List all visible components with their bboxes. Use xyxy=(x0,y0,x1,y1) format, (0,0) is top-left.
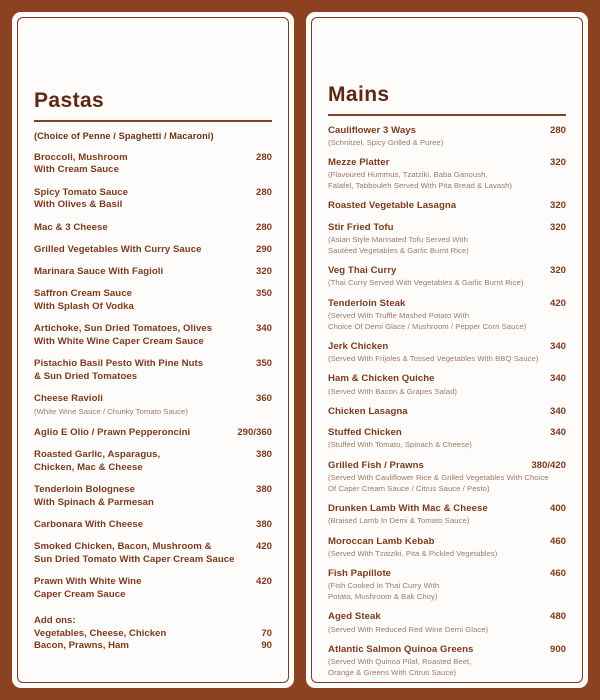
menu-item-price: 420 xyxy=(255,541,272,553)
menu-item xyxy=(34,358,272,384)
menu-item xyxy=(34,484,272,510)
menu-item-price: 420 xyxy=(255,576,272,588)
menu-item-description: (Thai Curry Served With Vegetables & Garlic Burnt Rice) xyxy=(328,278,524,288)
menu-item-price: 480 xyxy=(549,611,566,623)
menu-item xyxy=(34,541,272,567)
menu-item-name: Tenderloin Bolognese With Spinach & Parmesan xyxy=(34,484,154,508)
menu-item xyxy=(328,157,566,192)
menu-item-price: 320 xyxy=(549,200,566,212)
menu-item-row xyxy=(328,568,566,581)
addon-row xyxy=(34,640,272,653)
page-title-pastas: Pastas xyxy=(34,89,105,112)
menu-item-row xyxy=(34,541,272,567)
addon-price: 90 xyxy=(261,640,272,652)
menu-item-row xyxy=(328,406,566,419)
menu-item-row xyxy=(34,323,272,349)
title-divider xyxy=(328,114,566,116)
menu-item-row xyxy=(328,298,566,311)
menu-item xyxy=(34,152,272,178)
addons-label: Add ons: xyxy=(34,614,76,626)
menu-item-name: Mac & 3 Cheese xyxy=(34,221,108,233)
mains-content xyxy=(306,12,588,688)
menu-item xyxy=(34,222,272,235)
pastas-subtitle: (Choice of Penne / Spaghetti / Macaroni) xyxy=(34,130,214,141)
menu-item-description: (Schnitzel, Spicy Grilled & Puree) xyxy=(328,137,444,147)
menu-item xyxy=(328,125,566,149)
menu-item-price: 340 xyxy=(549,427,566,439)
menu-item xyxy=(328,460,566,495)
menu-item xyxy=(328,341,566,365)
menu-item xyxy=(328,200,566,213)
menu-item-price: 320 xyxy=(255,266,272,278)
menu-item xyxy=(34,427,272,440)
menu-item-row xyxy=(328,460,566,473)
menu-item-name: Stuffed Chicken xyxy=(328,427,402,439)
menu-item-price: 280 xyxy=(255,151,272,163)
menu-item xyxy=(34,288,272,314)
menu-item-price: 380 xyxy=(255,484,272,496)
menu-item-name: Cauliflower 3 Ways xyxy=(328,124,416,136)
menu-item-description: (Served With Frijoles & Tossed Vegetables With BBQ Sauce) xyxy=(328,354,539,364)
menu-item-price: 340 xyxy=(549,340,566,352)
menu-item-name: Broccoli, Mushroom With Cream Sauce xyxy=(34,151,128,176)
menu-item-row xyxy=(328,200,566,213)
mains-item-list xyxy=(328,125,566,679)
menu-item-price: 320 xyxy=(549,221,566,233)
menu-item-description: (Fish Cooked In Thai Curry With Potato, Mushroom & Bak Choy) xyxy=(328,581,440,602)
menu-item-name: Roasted Vegetable Lasagna xyxy=(328,200,457,212)
menu-item-name: Tenderloin Steak xyxy=(328,297,406,309)
menu-item-price: 420 xyxy=(549,297,566,309)
menu-item-description: (Served With Bacon & Grapes Salad) xyxy=(328,386,458,396)
menu-item xyxy=(34,393,272,417)
menu-panel-mains xyxy=(306,12,588,688)
menu-item-price: 460 xyxy=(549,568,566,580)
menu-item-name: Spicy Tomato Sauce With Olives & Basil xyxy=(34,186,129,211)
menu-item-description: (White Wine Sauce / Chunky Tomato Sauce) xyxy=(34,406,188,416)
menu-item-name: Chicken Lasagna xyxy=(328,405,408,417)
menu-item-description: (Served With Cauliflower Rice & Grilled Vegetables With Choice Of Caper Cream Sauce / Citrus Sauce / Pesto) xyxy=(328,472,549,493)
menu-item xyxy=(34,449,272,475)
menu-item-row xyxy=(34,222,272,235)
menu-item-price: 280 xyxy=(549,124,566,136)
menu-item xyxy=(328,222,566,257)
menu-item xyxy=(34,244,272,257)
menu-item-description: (Served With Tzatziki, Pita & Pickled Vegetables) xyxy=(328,548,498,558)
menu-item xyxy=(328,611,566,635)
menu-item-description: (Served With Quinoa Pilaf, Roasted Beet, Orange & Greens With Citrus Sauce) xyxy=(328,657,472,677)
menu-item-description: (Stuffed With Tomato, Spinach & Cheese) xyxy=(328,440,472,450)
menu-item-row xyxy=(34,288,272,314)
menu-item-row xyxy=(328,222,566,235)
menu-item-price: 340 xyxy=(255,323,272,335)
menu-item-row xyxy=(328,341,566,354)
menu-item-row xyxy=(34,358,272,384)
menu-item xyxy=(328,568,566,603)
pastas-item-list xyxy=(34,152,272,602)
addon-name: Vegetables, Cheese, Chicken xyxy=(34,627,167,639)
menu-item-name: Veg Thai Curry xyxy=(328,265,397,276)
menu-item-name: Ham & Chicken Quiche xyxy=(328,373,435,385)
menu-item xyxy=(34,576,272,602)
menu-item xyxy=(34,187,272,213)
menu-item-row xyxy=(34,393,272,406)
menu-item-name: Fish Papillote xyxy=(328,568,392,580)
menu-item-description: (Braised Lamb In Demi & Tomato Sauce) xyxy=(328,516,470,526)
menu-item-row xyxy=(328,125,566,138)
menu-item-price: 340 xyxy=(549,405,566,417)
menu-item-price: 320 xyxy=(549,265,566,276)
menu-item-price: 380/420 xyxy=(531,459,566,471)
menu-item xyxy=(328,373,566,397)
menu-item-description: (Served With Reduced Red Wine Demi Glace) xyxy=(328,624,489,634)
menu-item-price: 350 xyxy=(255,288,272,300)
menu-item-row xyxy=(328,265,566,278)
menu-item xyxy=(328,644,566,679)
menu-item xyxy=(328,536,566,560)
addons-block xyxy=(34,615,272,653)
menu-item-row xyxy=(328,503,566,516)
menu-item-price: 280 xyxy=(255,186,272,198)
menu-item-name: Atlantic Salmon Quinoa Greens xyxy=(328,643,474,655)
menu-item-row xyxy=(328,427,566,440)
page-title-mains: Mains xyxy=(328,83,390,106)
menu-item-row xyxy=(328,373,566,386)
menu-item-row xyxy=(34,519,272,532)
menu-item-name: Aglio E Olio / Prawn Pepperoncini xyxy=(34,426,191,438)
menu-item-name: Roasted Garlic, Asparagus, Chicken, Mac & Cheese xyxy=(34,449,161,473)
menu-item-name: Saffron Cream Sauce With Splash Of Vodka xyxy=(34,288,134,313)
addon-price: 70 xyxy=(261,627,272,639)
menu-item-row xyxy=(34,449,272,475)
menu-item xyxy=(328,265,566,289)
title-divider xyxy=(34,120,272,122)
menu-item-name: Mezze Platter xyxy=(328,157,390,169)
menu-item-name: Carbonara With Cheese xyxy=(34,519,144,531)
menu-item-row xyxy=(328,611,566,624)
menu-panel-pastas xyxy=(12,12,294,688)
menu-item-name: Marinara Sauce With Fagioli xyxy=(34,266,164,278)
menu-item-name: Smoked Chicken, Bacon, Mushroom & Sun Dried Tomato With Caper Cream Sauce xyxy=(34,541,235,566)
menu-item xyxy=(328,406,566,419)
menu-item-name: Aged Steak xyxy=(328,611,381,623)
menu-item-price: 290/360 xyxy=(237,426,272,438)
menu-item-name: Stir Fried Tofu xyxy=(328,221,394,233)
menu-item-row xyxy=(328,644,566,657)
addon-name: Bacon, Prawns, Ham xyxy=(34,640,129,652)
menu-item-row xyxy=(34,187,272,213)
addon-row xyxy=(34,628,272,641)
menu-item-row xyxy=(34,427,272,440)
pastas-content xyxy=(12,12,294,688)
menu-item-price: 280 xyxy=(255,221,272,233)
menu-item-name: Drunken Lamb With Mac & Cheese xyxy=(328,503,488,514)
menu-item-row xyxy=(34,152,272,178)
menu-item xyxy=(328,298,566,333)
menu-item-row xyxy=(34,244,272,257)
menu-item-name: Cheese Ravioli xyxy=(34,393,103,405)
menu-item-price: 360 xyxy=(255,393,272,405)
menu-item-row xyxy=(34,576,272,602)
menu-item-price: 400 xyxy=(549,503,566,514)
menu-item-row xyxy=(34,484,272,510)
menu-item-price: 290 xyxy=(255,243,272,255)
menu-item-price: 350 xyxy=(255,358,272,370)
menu-item-description: (Served With Truffle Mashed Potato With Choice Of Demi Glace / Mushroom / Pepper Corn Sauce) xyxy=(328,310,527,331)
menu-item-name: Grilled Vegetables With Curry Sauce xyxy=(34,243,202,255)
menu-item-price: 380 xyxy=(255,519,272,531)
menu-item xyxy=(34,266,272,279)
menu-item-name: Prawn With White Wine Caper Cream Sauce xyxy=(34,576,142,601)
menu-item xyxy=(34,323,272,349)
menu-item-price: 340 xyxy=(549,373,566,385)
addons-rows xyxy=(34,628,272,654)
menu-item-description: (Flavoured Hummus, Tzatziki, Baba Ganoush, Falafel, Tabbouleh Served With Pita Bread & Lavash) xyxy=(328,170,513,191)
menu-item xyxy=(328,503,566,527)
menu-item-name: Pistachio Basil Pesto With Pine Nuts & Sun Dried Tomatoes xyxy=(34,358,204,383)
menu-item-name: Grilled Fish / Prawns xyxy=(328,459,424,471)
menu-item-description: (Asian Style Marinated Tofu Served With Sautéed Vegetables & Garlic Burnt Rice) xyxy=(328,234,469,255)
menu-item-row xyxy=(328,157,566,170)
menu-item xyxy=(328,427,566,451)
menu-item-price: 900 xyxy=(549,643,566,655)
menu-item xyxy=(34,519,272,532)
menu-item-name: Artichoke, Sun Dried Tomatoes, Olives With White Wine Caper Cream Sauce xyxy=(34,323,213,348)
menu-item-price: 460 xyxy=(549,535,566,547)
menu-item-name: Jerk Chicken xyxy=(328,340,389,352)
menu-item-name: Moroccan Lamb Kebab xyxy=(328,535,435,547)
menu-item-price: 380 xyxy=(255,449,272,461)
menu-item-price: 320 xyxy=(549,157,566,169)
menu-item-row xyxy=(34,266,272,279)
menu-item-row xyxy=(328,536,566,549)
